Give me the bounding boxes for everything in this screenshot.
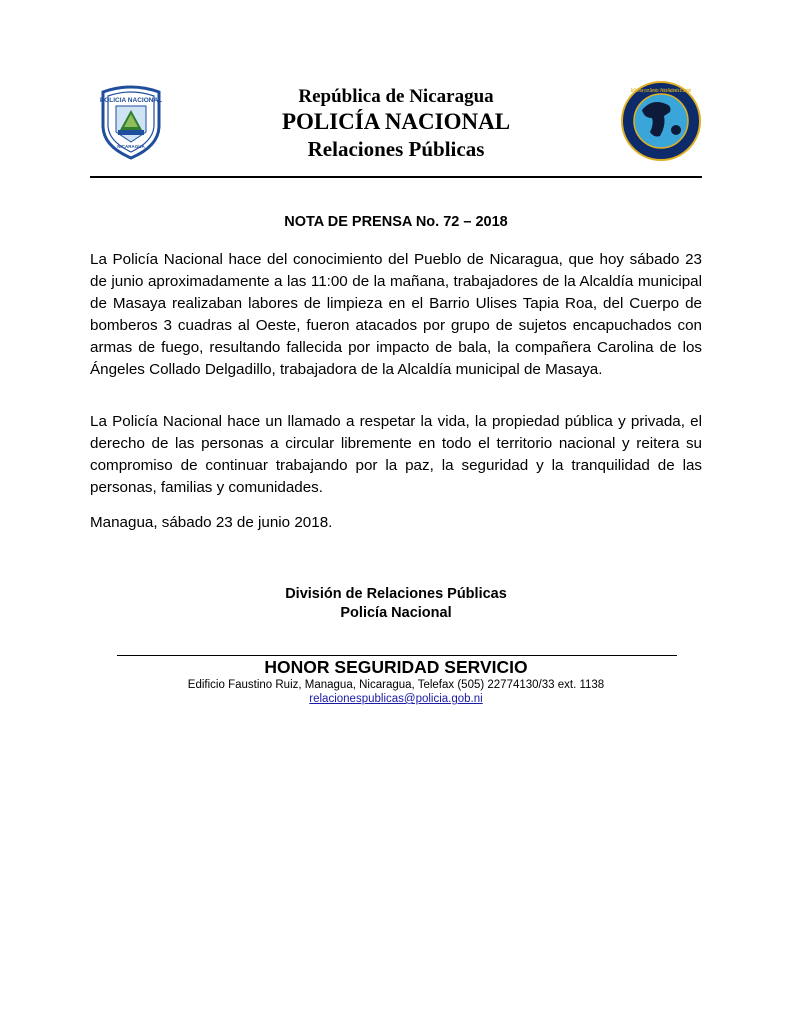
signature-division: División de Relaciones Públicas [285, 586, 507, 602]
department-line: Relaciones Públicas [307, 137, 485, 161]
badge-bottom-text: NICARAGUA [117, 144, 145, 149]
service-seal-logo [620, 80, 702, 162]
press-note-title: NOTA DE PRENSA No. 72 – 2018 [284, 214, 508, 230]
press-paragraph-1: La Policía Nacional hace del conocimiento del Pueblo de Nicaragua, que hoy sábado 23 de junio aproximadamente a las 11:00 de la mañana, trabajadores de la Alcaldía municipal de Masaya realizaban labores de limpieza en el Barrio Ulises Tapia Roa, del Cuerpo de bomberos 3 cuadras al Oeste, fueron atacados por grupo de sujetos encapuchados con armas de fuego, resultando fallecida por impacto de bala, la compañera Carolina de los Ángeles Collado Delgadillo, trabajadora de la Alcaldía municipal de Masaya. [90, 251, 702, 378]
footer-motto: HONOR SEGURIDAD SERVICIO [264, 657, 528, 677]
seal-text: En Defensa y con Servicio · Policía Nacional a tu Servicio [631, 88, 691, 94]
country-line: República de Nicaragua [298, 86, 494, 107]
email-link[interactable]: relacionespublicas@policia.gob.ni [309, 693, 483, 705]
signature-block [90, 585, 702, 623]
press-paragraph-2: La Policía Nacional hace un llamado a respetar la vida, la propiedad pública y privada, el derecho de las personas a circular libremente en todo el territorio nacional y reitera su compromiso de continuar trabajando por la paz, la seguridad y la tranquilidad de las personas, familias y comunidades. [90, 413, 702, 496]
letterhead-title [180, 86, 612, 162]
letterhead [90, 76, 702, 176]
footer-email [90, 692, 702, 706]
footer-address: Edificio Faustino Ruiz, Managua, Nicaragua, Telefax (505) 22774130/33 ext. 1138 [187, 679, 605, 691]
signature-institution: Policía Nacional [340, 605, 452, 621]
police-badge-logo [98, 82, 164, 160]
institution-line: POLICÍA NACIONAL [281, 109, 511, 134]
header-divider [90, 176, 702, 178]
dateline: Managua, sábado 23 de junio 2018. [90, 514, 333, 531]
badge-top-text: POLICIA NACIONAL [99, 97, 163, 104]
